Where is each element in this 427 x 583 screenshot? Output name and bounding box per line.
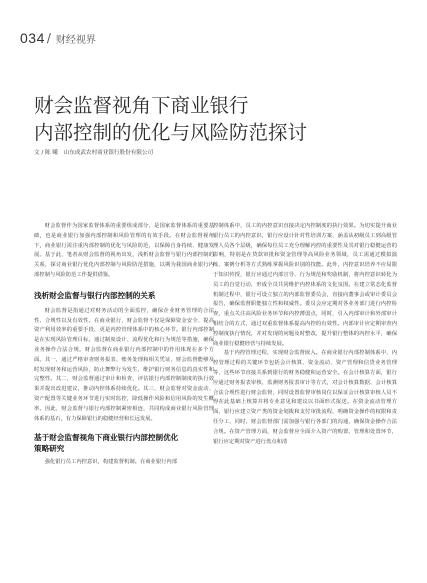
left-column bbox=[34, 222, 214, 468]
body-paragraph-3: 强化银行员工内控意识，构建监督机制。在商业银行内部 bbox=[44, 459, 178, 466]
body-paragraph-2: 财会监督是指通过对财务活动的全面监控，确保企业财务管理的合法性、合规性以及有效性。在商业银行，财会监督不仅是保障资金安全、提高资产利用效率的重要手段，更是内控管理体系中的核心环节。银行内部控制是在实现风险管理目标，通过制度设计、流程优化和行为规范等措施，确保业务操作合法合规。财会监督在商业银行内部控制中的作用体现在多个方面。其一，通过严格审查财务报表、账务处理和相关凭证，财会监督能够及时发现财务和运营风险，防止舞弊行为发生，维护银行财务信息的真实性和完整性。其二，财会监督通过审计和检查，评估银行内部控制制度的执行效果并提出改进建议，推动内控体系持续优化。其三，财会监督对资金流动、资产配置等关键业务环节进行实时监控，降低操作风险和信用风险的发生概率。因此，财会监督与银行内部控制紧密相连，共同构成商业银行风险管理体系的基石，有力保障银行的稳健经营和长远发展。 bbox=[34, 307, 214, 422]
right-paragraph-1: 控制体系中，员工的内控意识直接决定内控制度的执行效果。为切实提升商业银行员工的内控意识，银行应设计针对性培训方案，涵盖从初级员工到高级管理人员各个层级，确保每位员工充分理解内控的重要性及其对银行稳健运营的影响，特别是在贷款审批和资金管理等高风险业务领域，员工需通过模拟演练、案例分析等方式熟练掌握风险识别的技能。此外，内控意识培养不应局限于知识传授，银行应通过内部宣导、行为规范和奖励机制，将内控意识转化为员工的自觉行动，形成全员共同维护内控体系的文化氛围。在建立常态化监督机制过程中，银行可设立独立的内部监督委员会，直接向董事会或审计委员会报告，确保监督职能独立性和权威性。委员会应定期对各业务部门进行内控检查，重点关注高风险业务环节和内控薄弱点，同时，引入内部审计和外部审计相结合的方式，通过双重监督体系提高内控的有效性。内部审计应定期审查内控制度执行情况，并对发现的问题及时整改，提升银行整体的内控水平，确保商业银行稳健经营与持续发展。 bbox=[213, 223, 397, 347]
article-title bbox=[34, 92, 414, 146]
section-name: 财经视界 bbox=[55, 34, 96, 46]
article-title-line-1: 财会监督视角下商业银行 bbox=[34, 94, 249, 117]
intro-paragraph: 财会监督作为国家监督体系的重要组成部分，是国家监督体系的重要基础，也是商业银行加强内部控制和风险管理的有效手段。在财会监督视角下，商业银行需注重内部控制的优化与风险防范，以保障自身持续、健康发展。基于此，笔者从财会监督的视角出发，浅析财会监督与银行内部控制的关系，探讨商业银行优化内部控制与风险防范措施，以期为我国商业银行内部控制与风险防范工作提供借鉴。 bbox=[34, 223, 214, 278]
article-byline: 文 / 陈 曦 山东成武农村商业银行股份有限公司 bbox=[34, 150, 154, 156]
right-column bbox=[213, 222, 397, 447]
section-heading-2-line-2: 策略研究 bbox=[34, 444, 65, 454]
issue-number: 034 bbox=[20, 30, 45, 46]
section-heading-1: 浅析财会监督与银行内部控制的关系 bbox=[34, 290, 156, 300]
header-separator: / bbox=[46, 31, 51, 45]
section-heading-2-line-1: 基于财会监督视角下商业银行内部控制优化 bbox=[34, 433, 179, 443]
page-header bbox=[20, 30, 96, 46]
section-heading-2 bbox=[34, 432, 214, 454]
article-title-line-2: 内部控制的优化与风险防范探讨 bbox=[34, 121, 308, 144]
right-paragraph-2: 基于内控管理过程，实现财会监督嵌入。在商业银行内部控制体系中，内控管理过程的关键环节包括会计核算、资金流动、资产管理和信贷业务管理等，这些环节直接关系到银行的财务稳健和运营安全。在会计核算方面，银行应通过财务报表审核、监测财务报表审计等方式，对会计核算数据、会计核算合法合规性进行财会监督，同时设置监督审核岗位以保证会计核算审核人员不得在此基础上核算并将专业意见和建议以书面形式报送。在资金流动管理方面，银行应建立资产类的资金划拨和支付审批流程，明确资金操作的权限和责任分工，同时，财会监督部门需加强与银行各部门的沟通，确保资金操作合法合规。在资产管理方面，财会监督应全面介入资产的购置、管理和处置环节，银行应定期对资产进行盘点和清 bbox=[213, 350, 397, 445]
